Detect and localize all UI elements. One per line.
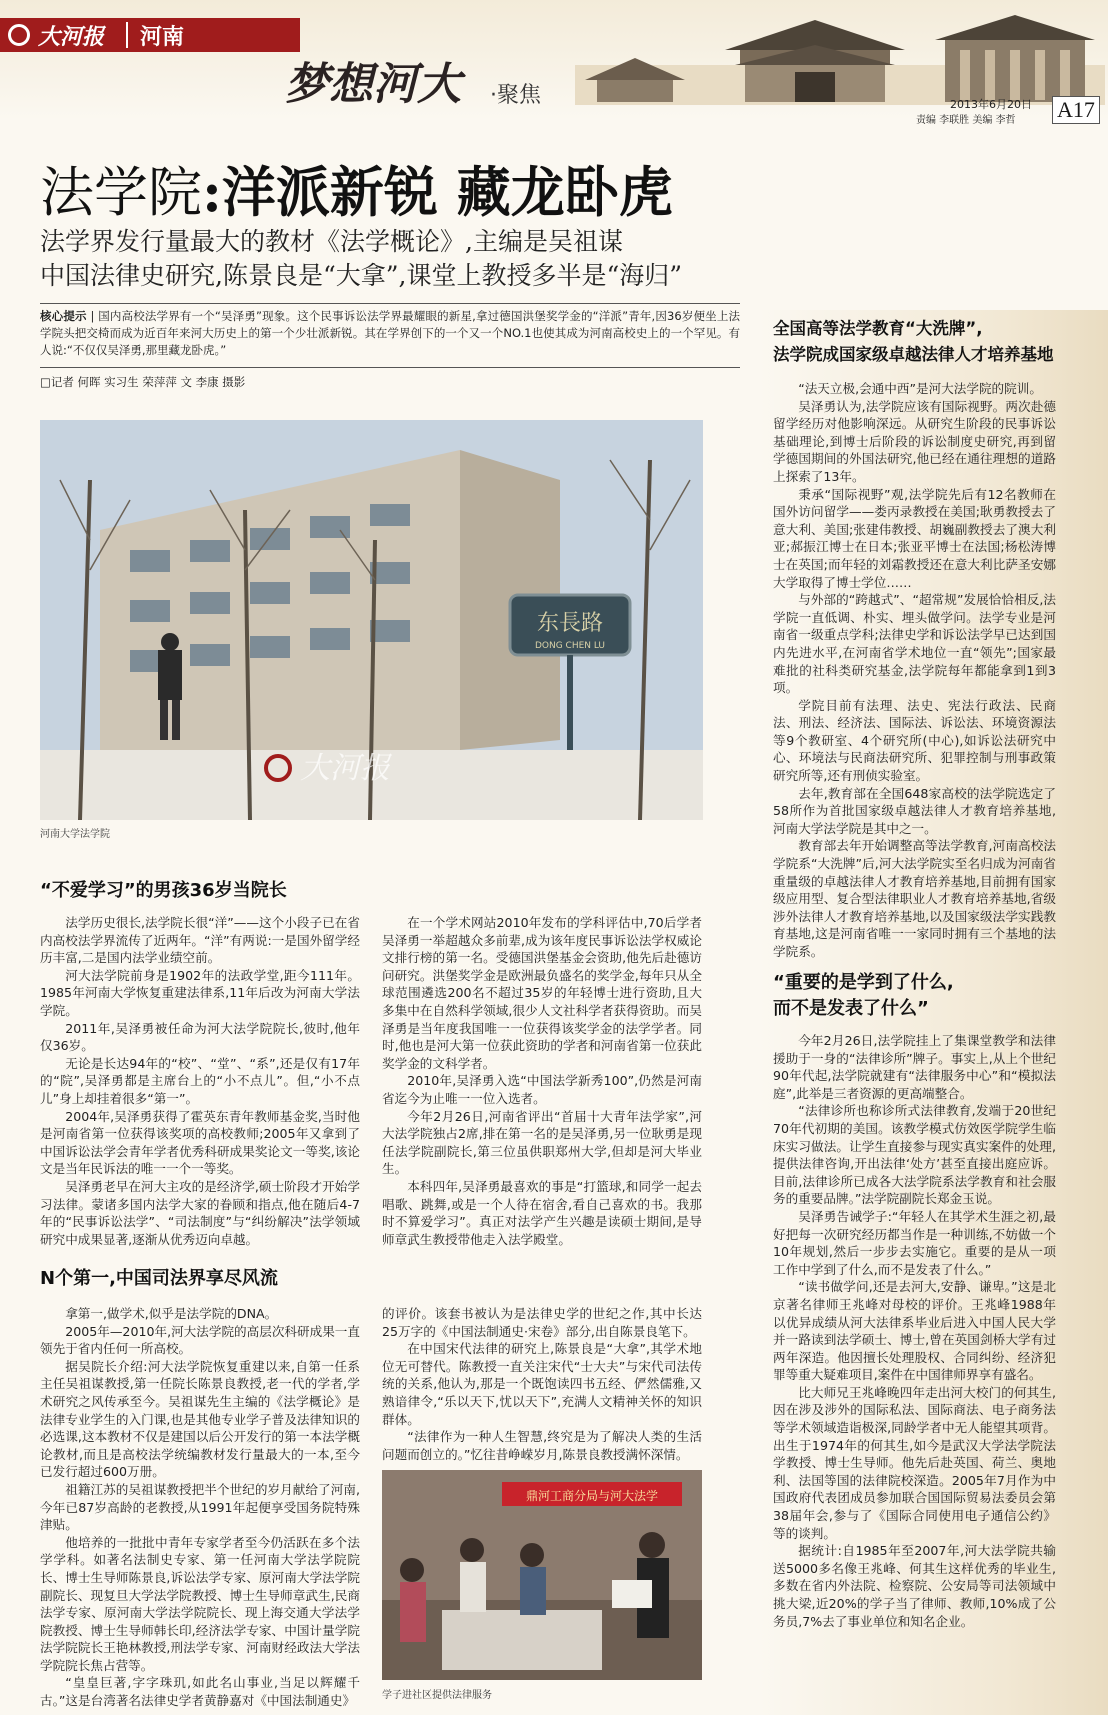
article-column <box>40 1305 360 1710</box>
paper-logo-icon <box>8 24 30 46</box>
headline-subtitle-2: 中国法律史研究,陈景良是“大拿”,课堂上教授多半是“海归” <box>40 261 683 290</box>
paragraph: 去年,教育部在全国648家高校的法学院选定了58所作为首批国家级卓越法律人才教育培养基地,河南大学法学院是其中之一。 <box>773 785 1056 836</box>
paragraph: 2010年,吴泽勇入选“中国法学新秀100”,仍然是河南省迄今为止唯一一位入选者。 <box>382 1073 702 1106</box>
column-title: 梦想河大 <box>285 59 461 110</box>
divider <box>40 367 740 368</box>
paragraph: “皇皇巨著,字字珠玑,如此名山事业,当足以辉耀千古。”这是台湾著名法律史学者黄静嘉对《中国法制通史》 <box>40 1675 360 1709</box>
paragraph: “法天立极,会通中西”是河大法学院的院训。 <box>798 381 1042 396</box>
paragraph: 法学历史很长,法学院长很“洋”——这个小段子已在省内高校法学界流传了近两年。“洋”有两说:一是国外留学经历丰富,二是国内法学业绩空前。 <box>40 915 360 966</box>
section-heading: “不爱学习”的男孩36岁当院长 <box>40 880 287 901</box>
paragraph: 河大法学院前身是1902年的法政学堂,距今111年。1985年河南大学恢复重建法律系,11年后改为河南大学法学院。 <box>40 967 360 1018</box>
paragraph: “法律诊所也称诊所式法律教育,发端于20世纪70年代初期的美国。该教学模式仿效医学院学生临床实习做法。让学生直接参与现实真实案件的处理,提供法律咨询,开出法律‘处方’甚至直接出庭应诉。目前,法律诊所已成各大法学院系法学教育和社会服务的重要品牌。”法学院副院长郑金玉说。 <box>773 1103 1056 1207</box>
paragraph: 无论是长达94年的“校”、“堂”、“系”,还是仅有17年的“院”,吴泽勇都是主席台上的“小不点儿”。但,“小不点儿”身上却挂着很多“第一”。 <box>40 1055 360 1106</box>
section-heading-line: 而不是发表了什么” <box>773 998 929 1019</box>
editor-credits: 责编 李联胜 美编 李哲 <box>916 115 1016 126</box>
law-school-photo <box>40 420 703 820</box>
section-heading-line: 全国高等法学教育“大洗牌”, <box>773 319 983 338</box>
paragraph: 比大师兄王兆峰晚四年走出河大校门的何其生,因在涉及涉外的国际私法、国际商法、电子商务法等学术领域造诣极深,同龄学者中无人能望其项背。出生于1974年的何其生,如今是武汉大学法学院法学教授、博士生导师。他先后赴英国、荷兰、奥地利、法国等国的法律院校深造。2005年7月作为中国政府代表团成员参加联合国国际贸易法委员会第38届年会,参与了《国际合同使用电子通信公约》等的谈判。 <box>773 1384 1056 1541</box>
campus-buildings-illustration <box>575 10 1105 105</box>
headline-title <box>40 150 673 227</box>
headline-title-part1: 法学院 <box>40 161 202 224</box>
paragraph: 吴泽勇认为,法学院应该有国际视野。两次赴德留学经历对他影响深远。从研究生阶段的民事诉讼基础理论,到博士后阶段的诉讼制度史研究,再到留学德国期间的外国法研究,他已经在通往理想的道路上探索了13年。 <box>773 398 1056 484</box>
headline-title-part2: :洋派新锐 藏龙卧虎 <box>202 160 673 224</box>
street-sign-pinyin: DONG CHEN LU <box>534 641 606 651</box>
section-heading: N个第一,中国司法界享尽风流 <box>40 1268 278 1289</box>
page-number: A17 <box>1052 96 1100 124</box>
paragraph: 2004年,吴泽勇获得了霍英东青年教师基金奖,当时他是河南省第一位获得该奖项的高校教师;2005年又拿到了中国诉讼法学会青年学者优秀科研成果奖论文一等奖,该论文是当年民诉法的唯一一个一等奖。 <box>40 1108 360 1177</box>
paragraph: “读书做学问,还是去河大,安静、谦卑。”这是北京著名律师王兆峰对母校的评价。王兆峰1988年以优异成绩从河大法律系毕业后进入中国人民大学并一路读到法学硕士、博士,曾在英国剑桥大学有过两年深造。他因擅长处理股权、合同纠纷、经济犯罪等重大疑难项目,案件在中国律师界享有盛名。 <box>773 1279 1056 1383</box>
paragraph: 据统计:自1985年至2007年,河大法学院共输送5000多名像王兆峰、何其生这样优秀的毕业生,多数在省内外法院、检察院、公安局等司法领域中挑大梁,近20%的学子当了律师、教师,10%成了公务员,7%去了事业单位和知名企业。 <box>773 1543 1056 1629</box>
column-subtitle: ·聚焦 <box>490 83 541 108</box>
divider <box>40 303 740 304</box>
photo-caption: 学子进社区提供法律服务 <box>382 1690 492 1701</box>
intro-text: 国内高校法学界有一个“吴泽勇”现象。这个民事诉讼法学界最耀眼的新星,拿过德国洪堡奖学金的“洋派”青年,因36岁便坐上法学院头把交椅而成为近百年来河大历史上的第一个少壮派新锐。其在学界创下的一个又一个NO.1也使其成为河南高校史上的一个罕见。有人说:“不仅仅吴泽勇,那里藏龙卧虎。” <box>40 309 741 357</box>
photo-watermark: 大河报 <box>300 751 390 786</box>
byline: □记者 何晖 实习生 荣萍萍 文 李康 摄影 <box>40 375 246 389</box>
section-name: 河南 <box>140 24 185 50</box>
paragraph: 今年2月26日,法学院挂上了集课堂教学和法律援助于一身的“法律诊所”牌子。事实上,从上个世纪90年代起,法学院就建有“法律服务中心”和“模拟法庭”,此举是三者资源的更高端整合。 <box>773 1033 1056 1101</box>
banner-divider <box>126 22 128 48</box>
paragraph: “法律作为一种人生智慧,终究是为了解决人类的生活问题而创立的。”忆往昔峥嵘岁月,陈景良教授满怀深情。 <box>382 1429 702 1462</box>
intro-box: 核心提示 | 国内高校法学界有一个“吴泽勇”现象。这个民事诉讼法学界最耀眼的新星,拿过德国洪堡奖学金的“洋派”青年,因36岁便坐上法学院头把交椅而成为近百年来河大历史上的第一个少壮派新锐。其在学界创下的一个又一个NO.1也使其成为河南高校史上的一个罕见。有人说:“不仅仅吴泽勇,那里藏龙卧虎。” <box>40 309 741 357</box>
paper-name: 大河报 <box>38 24 105 50</box>
paragraph: 吴泽勇告诫学子:“年轻人在其学术生涯之初,最好把每一次研究经历都当作是一种训练,不妨做一个10年规划,然后一步步去实施它。重要的是从一项工作中学到了什么,而不是发表了什么。” <box>773 1208 1056 1277</box>
section-heading-line: “重要的是学到了什么, <box>773 972 954 993</box>
paragraph: 在一个学术网站2010年发布的学科评估中,70后学者吴泽勇一举超越众多前辈,成为该年度民事诉讼法学权威论文排行榜的第一名。受德国洪堡基金会资助,他先后赴德访问研究。洪堡奖学金是欧洲最负盛名的奖学金,每年只从全球范围遴选200名不超过35岁的年轻博士进行资助,且大多集中在自然科学领域,很少人文社科学者获得资助。而吴泽勇是当年度我国唯一一位获得该奖学金的法学学者。同时,他也是河大第一位获此资助的学者和河南省第一位获此奖学金的文科学者。 <box>382 915 702 1071</box>
intro-label: 核心提示 <box>40 309 87 323</box>
article-column <box>40 914 360 1248</box>
section-heading <box>773 316 1103 368</box>
paragraph: 吴泽勇老早在河大主攻的是经济学,硕士阶段才开始学习法律。蒙诸多国内法学大家的眷顾和指点,他在随后4-7年的“民事诉讼法学”、“司法制度”与“纠纷解决”法学领域研究中成果显著,逐渐从优秀迈向卓越。 <box>40 1178 360 1247</box>
section-heading <box>773 970 1073 1022</box>
street-sign-text: 东長路 <box>536 611 604 636</box>
paragraph: 拿第一,做学术,似乎是法学院的DNA。 <box>65 1306 278 1321</box>
paragraph: 2011年,吴泽勇被任命为河大法学院院长,彼时,他年仅36岁。 <box>40 1020 360 1054</box>
issue-date: 2013年6月20日 <box>950 98 1032 111</box>
paragraph: 本科四年,吴泽勇最喜欢的事是“打篮球,和同学一起去唱歌、跳舞,或是一个人待在宿舍,看自己喜欢的书。我那时不算爱学习”。真正对法学产生兴趣是读硕士期间,是导师章武生教授带他走入法学殿堂。 <box>382 1178 702 1247</box>
headline-subtitle-1: 法学界发行量最大的教材《法学概论》,主编是吴祖谋 <box>40 227 623 256</box>
paragraph: 秉承“国际视野”观,法学院先后有12名教师在国外访问留学——娄丙录教授在美国;耿勇教授去了意大利、美国;张建伟教授、胡巍副教授去了澳大利亚;郝振江博士在日本;张亚平博士在法国;杨松涛博士在英国;而年轻的刘霜教授还在意大利比萨圣安娜大学取得了博士学位…… <box>773 486 1056 590</box>
paragraph: 教育部去年开始调整高等法学教育,河南高校法学院系“大洗牌”后,河大法学院实至名归成为河南省重量级的卓越法律人才教育培养基地,目前拥有国家级应用型、复合型法律职业人才教育培养基地,省级涉外法律人才教育培养基地,以及国家级法学实践教育基地,这是河南省唯一一家同时拥有三个基地的法学院系。 <box>773 838 1056 959</box>
paragraph: 今年2月26日,河南省评出“首届十大青年法学家”,河大法学院独占2席,排在第一名的是吴泽勇,另一位耿勇是现任法学院副院长,第三位虽供职郑州大学,但却是河大毕业生。 <box>382 1108 702 1177</box>
article-column <box>773 1032 1056 1630</box>
article-column <box>382 914 702 1248</box>
paragraph: 据吴院长介绍:河大法学院恢复重建以来,自第一任系主任吴祖谋教授,第一任院长陈景良教授,老一代的学者,学术研究之风传承至今。吴祖谋先生主编的《法学概论》是法律专业学生的入门课,也是其他专业学子普及法律知识的必选课,这本教材不仅是建国以后公开发行的第一本法学概论教材,而且是高校法学统编教材发行量最大的一本,至今已发行超过600万册。 <box>40 1358 360 1480</box>
article-column <box>382 1305 702 1463</box>
paragraph: 与外部的“跨越式”、“超常规”发展恰恰相反,法学院一直低调、朴实、埋头做学问。法学专业是河南省一级重点学科;法律史学和诉讼法学早已达到国内先进水平,在河南省学术地位一直“领先”;国家最难批的社科类研究基金,法学院每年都能拿到1到3项。 <box>773 592 1056 696</box>
photo-banner-text: 鼎河工商分局与河大法学 <box>525 1489 659 1503</box>
paragraph: 在中国宋代法律的研究上,陈景良是“大拿”,其学术地位无可替代。陈教授一直关注宋代“士大夫”与宋代司法传统的关系,他认为,那是一个既饱读四书五经、俨然儒雅,又熟谙律令,“乐以天下,忧以天下”,充满人文精神关怀的知识群体。 <box>382 1341 702 1427</box>
article-column <box>773 380 1056 961</box>
paragraph: 祖籍江苏的吴祖谋教授把半个世纪的岁月献给了河南,今年已87岁高龄的老教授,从1991年起便享受国务院特殊津贴。 <box>40 1481 360 1533</box>
paragraph: 学院目前有法理、法史、宪法行政法、民商法、刑法、经济法、国际法、诉讼法、环境资源法等9个教研室、4个研究所(中心),如诉讼法研究中心、环境法与民商法研究所、犯罪控制与刑事政策研究所等,还有刑侦实验室。 <box>773 697 1056 784</box>
paragraph: 2005年—2010年,河大法学院的高层次科研成果一直领先于省内任何一所高校。 <box>40 1323 360 1357</box>
community-service-photo <box>382 1470 702 1680</box>
paragraph: 的评价。该套书被认为是法律史学的世纪之作,其中长达25万字的《中国法制通史·宋卷》部分,出自陈景良笔下。 <box>382 1306 702 1339</box>
paragraph: 他培养的一批批中青年专家学者至今仍活跃在多个法学学科。如著名法制史专家、第一任河南大学法学院院长、博士生导师陈景良,诉讼法学专家、原河南大学法学院副院长、现复旦大学法学院教授、博士生导师章武生,民商法学专家、原河南大学法学院院长、现上海交通大学法学院教授、博士生导师韩长印,经济法学专家、中国计量学院法学院院长王艳林教授,刑法学专家、河南财经政法大学法学院院长焦占营等。 <box>40 1534 360 1673</box>
section-heading-line: 法学院成国家级卓越法律人才培养基地 <box>773 345 1054 364</box>
photo-caption: 河南大学法学院 <box>40 829 110 840</box>
